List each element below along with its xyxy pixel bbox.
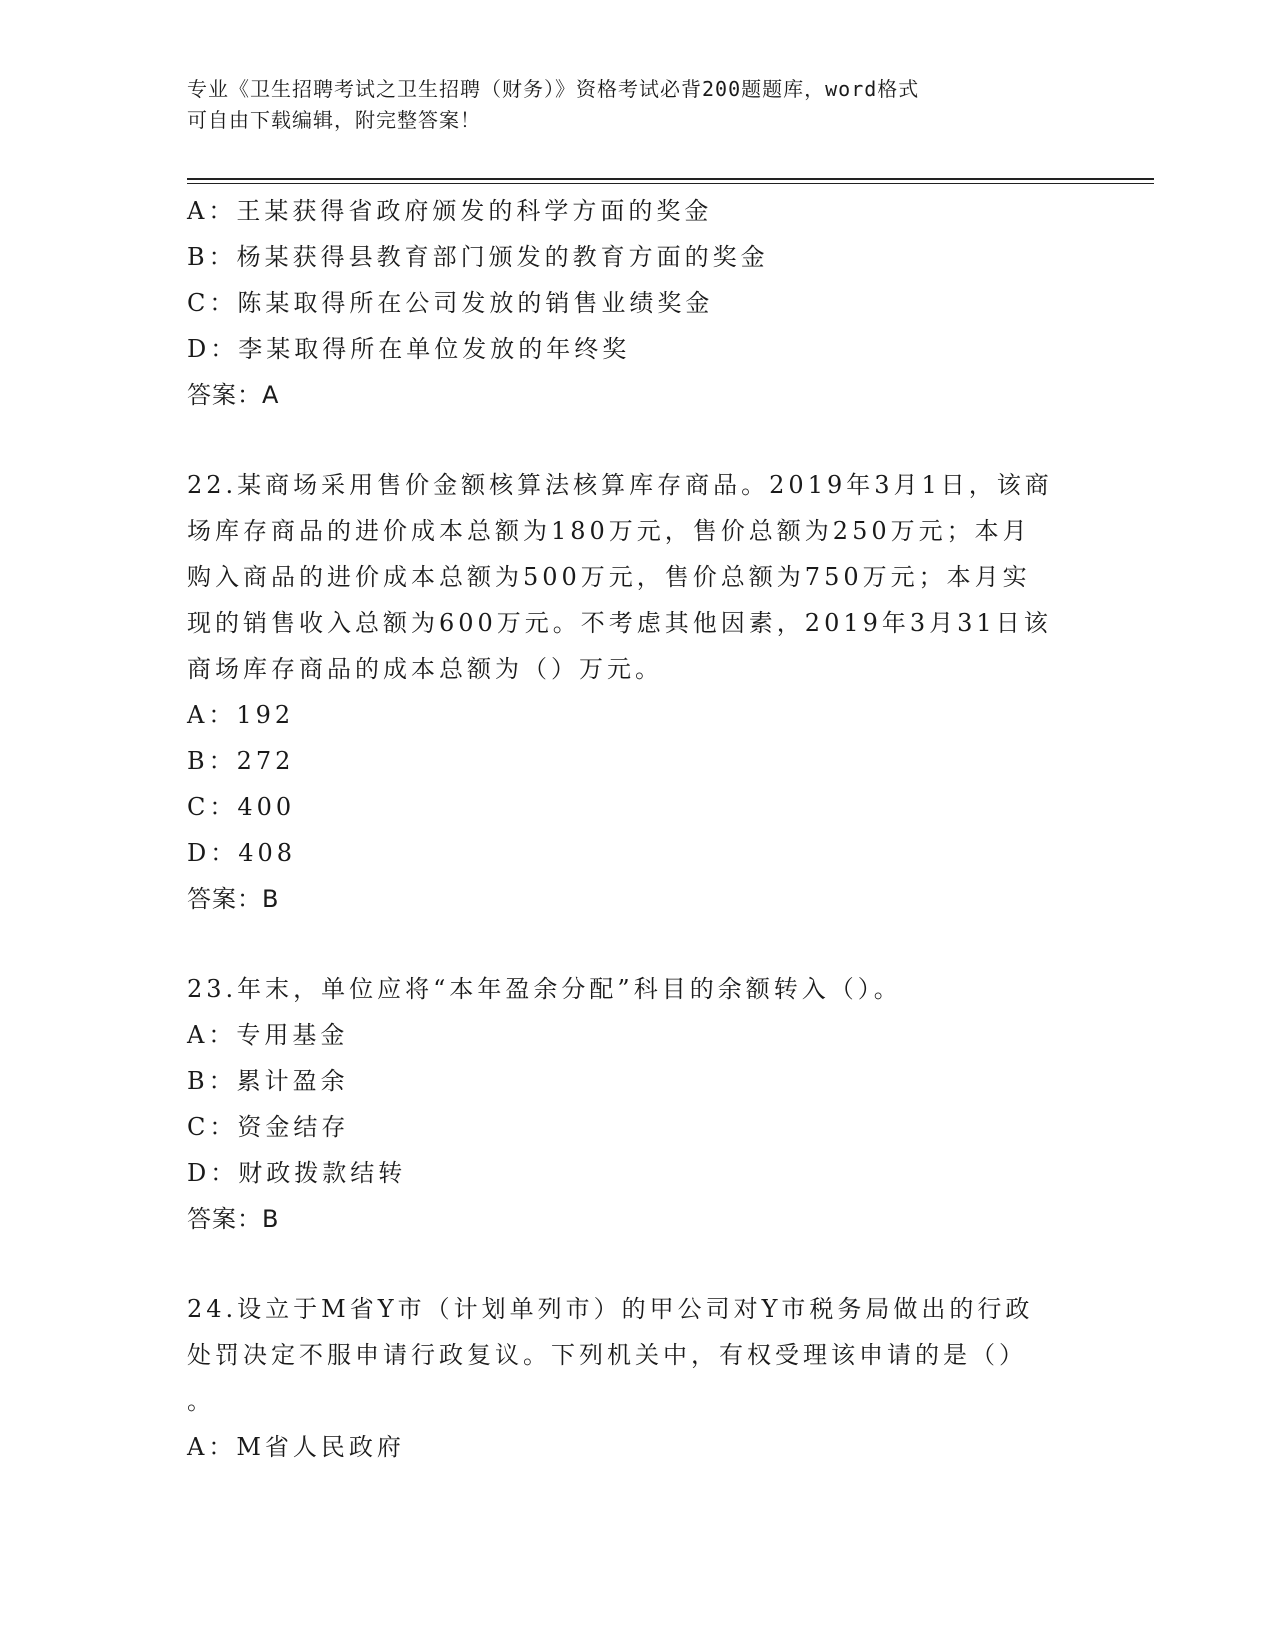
header-line-1: 专业《卫生招聘考试之卫生招聘（财务）》资格考试必背200题题库，word格式 [187,77,920,101]
question-22 [187,462,1087,922]
question-stem-line: 23.年末，单位应将“本年盈余分配”科目的余额转入（）。 [187,975,902,1003]
question-stem-line: 22.某商场采用售价金额核算法核算库存商品。2019年3月1日，该商 [187,471,1053,499]
question-stem-line: 处罚决定不服申请行政复议。下列机关中，有权受理该申请的是（） [187,1341,1027,1369]
answer: 答案：B [187,1205,280,1233]
answer: 答案：B [187,885,280,913]
question-stem-line: 购入商品的进价成本总额为500万元，售价总额为750万元；本月实 [187,563,1031,591]
question-21 [187,188,1087,418]
option-c: C：资金结存 [187,1113,350,1141]
spacer [187,1242,1087,1286]
header-rule-thin [187,183,1154,184]
option-c: C：400 [187,793,296,821]
header-line-2: 可自由下载编辑，附完整答案！ [187,108,481,132]
question-stem-line: 。 [187,1387,215,1415]
option-a: A：王某获得省政府颁发的科学方面的奖金 [187,197,713,225]
option-c: C：陈某取得所在公司发放的销售业绩奖金 [187,289,714,317]
option-a: A：192 [187,701,295,729]
document-header [187,74,1087,136]
option-d: D：财政拨款结转 [187,1159,407,1187]
option-a: A：M省人民政府 [187,1433,405,1461]
spacer [187,922,1087,966]
spacer [187,418,1087,462]
answer: 答案：A [187,381,280,409]
question-stem-line: 场库存商品的进价成本总额为180万元，售价总额为250万元；本月 [187,517,1031,545]
question-23 [187,966,1087,1242]
option-b: B：杨某获得县教育部门颁发的教育方面的奖金 [187,243,769,271]
header-rule-thick [187,178,1154,180]
option-b: B：累计盈余 [187,1067,349,1095]
question-24 [187,1286,1087,1470]
question-stem-line: 24.设立于M省Y市（计划单列市）的甲公司对Y市税务局做出的行政 [187,1295,1034,1323]
option-a: A：专用基金 [187,1021,349,1049]
option-d: D：408 [187,839,297,867]
question-content [187,188,1087,1470]
option-b: B：272 [187,747,295,775]
question-stem-line: 商场库存商品的成本总额为（）万元。 [187,655,663,683]
option-d: D：李某取得所在单位发放的年终奖 [187,335,631,363]
question-stem-line: 现的销售收入总额为600万元。不考虑其他因素，2019年3月31日该 [187,609,1052,637]
